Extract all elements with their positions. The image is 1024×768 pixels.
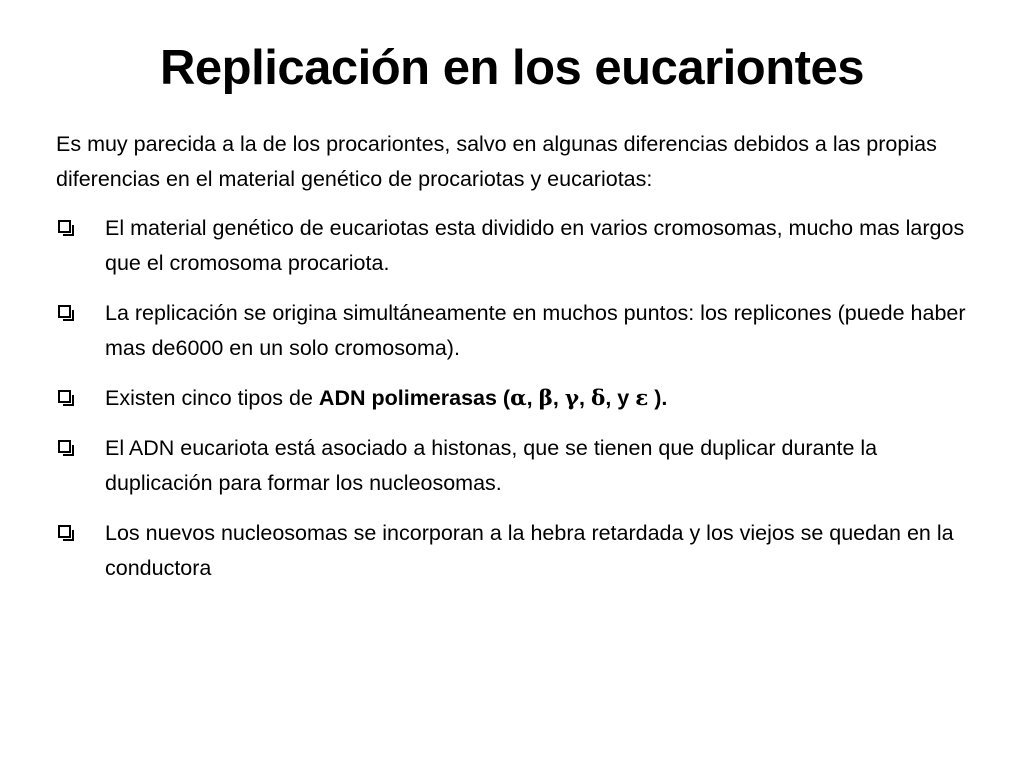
intro-paragraph: Es muy parecida a la de los procariontes, salvo en algunas diferencias debidos a las propias diferencias en el material genético de procariotas y eucariotas: [56,132,937,191]
checkbox-square-icon [58,220,71,233]
bullet-text-bold: ADN polimerasas ( [318,386,511,410]
checkbox-square-icon [58,525,71,538]
checkbox-square-icon [58,440,71,453]
separator: , [552,386,565,410]
checkbox-square-icon [58,305,71,318]
bullet-item-genetic-material [56,211,986,281]
bullet-item-polymerases [56,381,986,416]
greek-epsilon: ε [635,386,649,411]
greek-gamma: γ [564,386,580,411]
bullet-item-histones [56,431,986,501]
bullet-text: La replicación se origina simultáneamente en muchos puntos: los replicones (puede haber mas de6000 en un solo cromosoma). [105,301,966,360]
bullet-text-suffix: ). [648,386,668,410]
bullet-text: El material genético de eucariotas esta dividido en varios cromosomas, mucho mas largos que el cromosoma procariota. [105,216,965,275]
bullet-item-replicons [56,296,986,366]
slide-title: Replicación en los eucariontes [160,41,864,95]
bullet-list [56,211,986,601]
bullet-text-prefix: Existen cinco tipos de [105,386,319,410]
bullet-text: El ADN eucariota está asociado a histonas, que se tienen que duplicar durante la duplicación para formar los nucleosomas. [105,436,878,495]
bullet-item-nucleosomes [56,516,986,586]
separator: , [526,386,539,410]
separator: , y [605,386,636,410]
bullet-text: Los nuevos nucleosomas se incorporan a la hebra retardada y los viejos se quedan en la conductora [105,521,954,580]
greek-alpha: α [510,386,527,411]
checkbox-square-icon [58,390,71,403]
separator: , [579,386,591,410]
greek-beta: β [538,386,553,411]
greek-delta: δ [590,386,606,411]
